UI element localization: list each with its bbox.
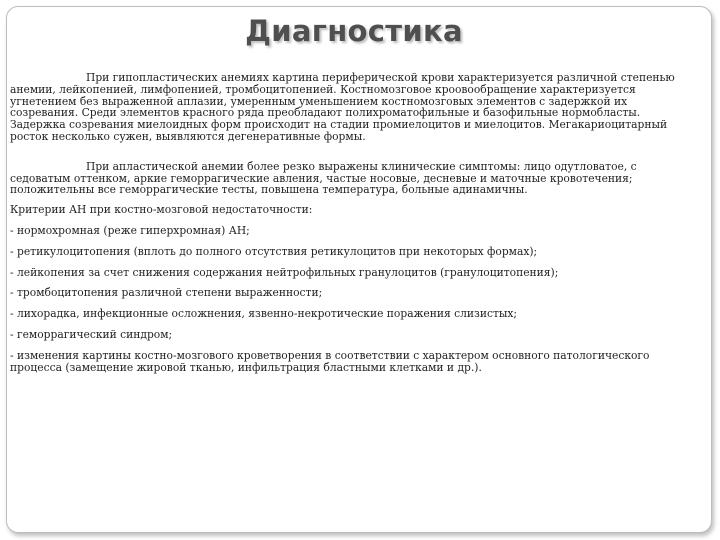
criteria-item: - ретикулоцитопения (вплоть до полного отсутствия ретикулоцитов при некоторых формах); bbox=[10, 244, 538, 258]
criteria-item: - нормохромная (реже гиперхромная) АН; bbox=[10, 223, 250, 237]
slide-title: Диагностика bbox=[245, 14, 463, 48]
slide-content bbox=[10, 72, 694, 373]
criteria-item: - геморрагический синдром; bbox=[10, 327, 173, 341]
criteria-item: - лейкопения за счет снижения содержания нейтрофильных гранулоцитов (гранулоцитопения); bbox=[10, 265, 559, 279]
paragraph-hypoplastic: При гипопластических анемиях картина периферической крови характеризуется различной степенью анемии, лейкопенией, лимфопенией, тромбоцитопенией. Костномозговое кроовообращение характеризуется угнетением без выраженной аплазии, умеренным уменьшением костномозговых элементов с задержкой их созревания. Среди элементов красного ряда преобладают полихроматофильные и базофильные нормобласты. Задержка созревания миелоидных форм происходит на стадии промиелоцитов и миелоцитов. Мегакариоцитарный росток несколько сужен, выявляются дегенеративные формы. bbox=[10, 71, 675, 143]
paragraph-aplastic: При апластической анемии более резко выражены клинические симптомы: лицо одутловатое, с седоватым оттенком, аркие геморрагические авления, частые носовые, десневые и маточные кровотечения; положительны все геморрагические тесты, повышена температура, больные адинамичны. bbox=[10, 159, 637, 197]
criteria-heading: Критерии АН при костно-мозговой недостаточности: bbox=[10, 203, 313, 217]
criteria-item: - изменения картины костно-мозгового кроветворения в соответствии с характером основного патологического процесса (замещение жировой тканью, инфильтрация бластными клетками и др.). bbox=[10, 348, 650, 374]
criteria-item: - лихорадка, инфекционные осложнения, язвенно-некротические поражения слизистых; bbox=[10, 307, 517, 321]
criteria-item: - тромбоцитопения различной степени выраженности; bbox=[10, 286, 323, 300]
